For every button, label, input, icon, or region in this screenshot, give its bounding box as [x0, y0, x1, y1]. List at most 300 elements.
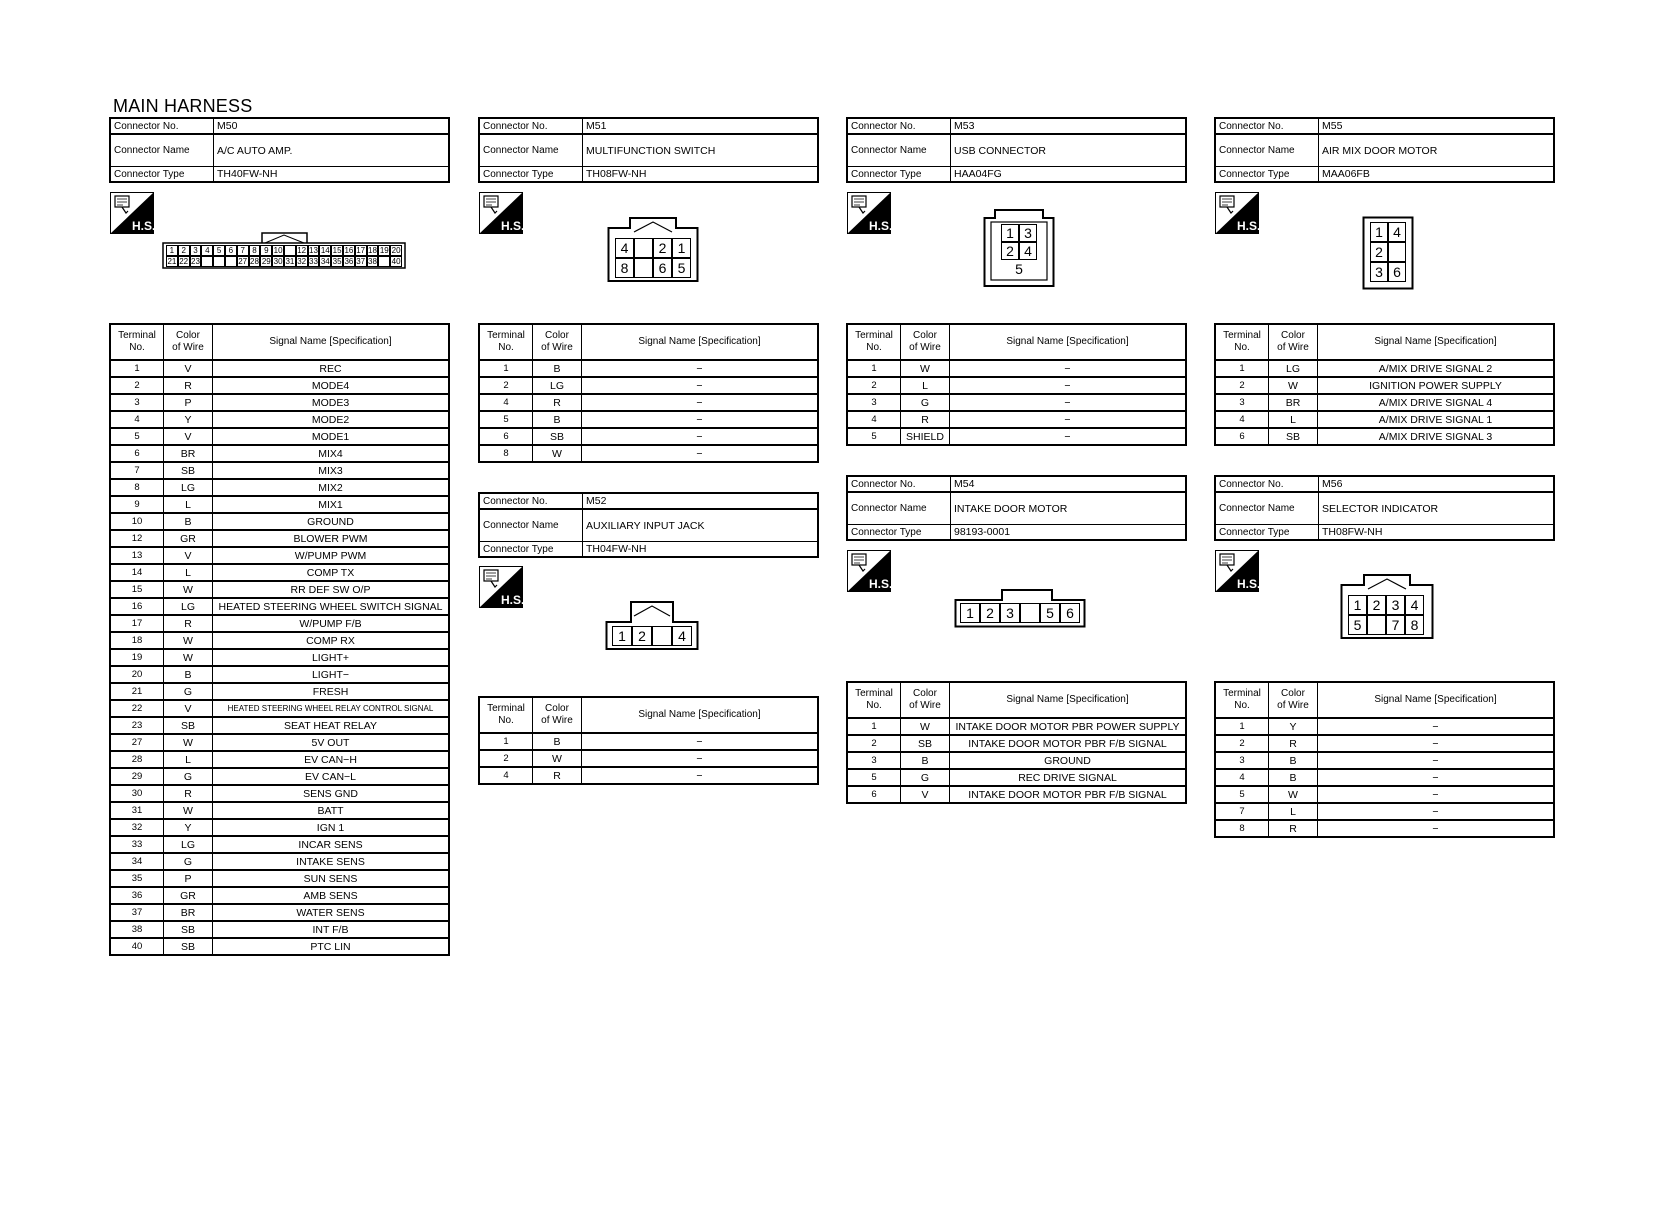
connector-pin: 3	[1019, 224, 1037, 242]
table-header	[479, 324, 818, 360]
terminal-no-cell: 4	[1215, 769, 1269, 786]
connector-name-value: USB CONNECTOR	[951, 134, 1187, 167]
table-row	[1215, 394, 1554, 411]
wire-color-cell: B	[164, 666, 213, 683]
signal-name-cell: −	[950, 360, 1187, 377]
connector-pin: 5	[213, 245, 225, 256]
terminal-no-cell: 19	[110, 649, 164, 666]
table-row	[847, 411, 1186, 428]
table-row	[110, 802, 449, 819]
connector-pin: 20	[391, 245, 401, 255]
wire-color-cell: Y	[164, 819, 213, 836]
connector-pin: 36	[344, 256, 354, 266]
table-row	[110, 836, 449, 853]
table-row	[110, 394, 449, 411]
signal-name-cell: RR DEF SW O/P	[213, 581, 450, 598]
table-row	[110, 479, 449, 496]
table-row	[847, 718, 1186, 735]
terminal-no-cell: 1	[479, 360, 533, 377]
terminal-no-cell: 37	[110, 904, 164, 921]
table-row	[110, 360, 449, 377]
connector-info-m52: Connector No. M52 Connector Name AUXILIARY INPUT JACK Connector Type TH04FW-NH	[478, 492, 819, 558]
signal-name-cell: −	[1318, 803, 1555, 820]
terminal-no-cell: 36	[110, 887, 164, 904]
connector-pin	[225, 256, 237, 267]
signal-name-cell: BLOWER PWM	[213, 530, 450, 547]
terminal-no-cell: 6	[1215, 428, 1269, 445]
connector-pin: 22	[179, 256, 189, 266]
signal-name-cell: MODE4	[213, 377, 450, 394]
wire-color-cell: SB	[164, 921, 213, 938]
connector-pin: 31	[285, 256, 295, 266]
wire-color-cell: Y	[1269, 718, 1318, 735]
connector-pin: 2	[1370, 242, 1388, 262]
signal-table-m52	[478, 696, 819, 785]
wire-color-cell: W	[164, 734, 213, 751]
connector-pin: 2	[632, 626, 652, 646]
signal-name-cell: −	[582, 445, 819, 462]
terminal-no-cell: 5	[847, 428, 901, 445]
wire-color-cell: W	[164, 581, 213, 598]
hs-label: H.S.	[501, 219, 523, 233]
terminal-no-cell: 2	[479, 377, 533, 394]
signal-name-cell: BATT	[213, 802, 450, 819]
wire-color-cell: LG	[164, 479, 213, 496]
signal-name-header: Signal Name [Specification]	[213, 324, 450, 360]
terminal-no-cell: 20	[110, 666, 164, 683]
signal-name-cell: 5V OUT	[213, 734, 450, 751]
terminal-no-cell: 1	[479, 733, 533, 750]
terminal-no-cell: 2	[479, 750, 533, 767]
table-row	[110, 870, 449, 887]
table-row	[110, 938, 449, 955]
wire-color-cell: G	[901, 769, 950, 786]
table-row	[110, 768, 449, 785]
connector-pin: 5	[1348, 615, 1367, 635]
connector-pin: 2	[653, 238, 672, 258]
connector-info-m53: Connector No. M53 Connector Name USB CONNECTOR Connector Type HAA04FG	[846, 117, 1187, 183]
wire-color-cell: V	[164, 360, 213, 377]
harness-side-connector-icon	[479, 566, 523, 608]
signal-name-cell: −	[1318, 769, 1555, 786]
terminal-no-cell: 9	[110, 496, 164, 513]
table-row	[110, 513, 449, 530]
signal-name-cell: A/MIX DRIVE SIGNAL 4	[1318, 394, 1555, 411]
table-header	[1215, 324, 1554, 360]
connector-pin: 6	[1060, 603, 1080, 623]
connector-name-value: A/C AUTO AMP.	[214, 134, 450, 167]
signal-table-m55	[1214, 323, 1555, 446]
wire-color-cell: R	[164, 377, 213, 394]
connector-pin: 34	[320, 256, 330, 266]
table-row	[110, 530, 449, 547]
connector-pin: 5	[1015, 261, 1023, 277]
table-row	[110, 649, 449, 666]
signal-name-cell: HEATED STEERING WHEEL RELAY CONTROL SIGNAL	[213, 700, 450, 717]
table-row	[479, 733, 818, 750]
terminal-no-header: Terminal No.	[847, 324, 901, 360]
terminal-no-cell: 7	[110, 462, 164, 479]
connector-pin	[378, 256, 390, 267]
table-row	[110, 717, 449, 734]
terminal-no-cell: 2	[847, 377, 901, 394]
table-row	[1215, 752, 1554, 769]
table-row	[110, 564, 449, 581]
connector-type-value: TH40FW-NH	[214, 167, 450, 183]
wire-color-cell: B	[533, 411, 582, 428]
connector-no-value: M52	[583, 493, 819, 509]
terminal-no-cell: 5	[847, 769, 901, 786]
signal-name-header: Signal Name [Specification]	[582, 697, 819, 733]
wire-color-cell: BR	[164, 904, 213, 921]
signal-name-cell: INTAKE DOOR MOTOR PBR F/B SIGNAL	[950, 735, 1187, 752]
connector-pin: 14	[320, 245, 330, 255]
connector-no-value: M54	[951, 476, 1187, 492]
table-row	[847, 769, 1186, 786]
wire-color-cell: R	[164, 615, 213, 632]
connector-pin: 7	[1386, 615, 1405, 635]
connector-pin: 21	[167, 256, 177, 266]
connector-pin: 28	[250, 256, 259, 266]
wire-color-cell: B	[1269, 769, 1318, 786]
terminal-no-cell: 3	[110, 394, 164, 411]
table-row	[1215, 360, 1554, 377]
signal-name-cell: −	[582, 411, 819, 428]
signal-name-cell: −	[582, 394, 819, 411]
connector-pin: 16	[344, 245, 354, 255]
table-row	[847, 428, 1186, 445]
color-of-wire-header: Color of Wire	[533, 324, 582, 360]
wire-color-cell: R	[901, 411, 950, 428]
table-row	[110, 615, 449, 632]
connector-pin: 3	[1370, 262, 1388, 282]
table-row	[110, 734, 449, 751]
wire-color-cell: W	[901, 718, 950, 735]
wire-color-cell: LG	[1269, 360, 1318, 377]
wire-color-cell: W	[533, 445, 582, 462]
hs-label: H.S.	[1237, 577, 1259, 591]
connector-pin: 1	[1370, 222, 1388, 242]
table-header	[110, 324, 449, 360]
connector-pin	[1367, 615, 1386, 635]
signal-name-header: Signal Name [Specification]	[1318, 324, 1555, 360]
signal-name-cell: COMP RX	[213, 632, 450, 649]
connector-no-value: M56	[1319, 476, 1555, 492]
connector-type-value: MAA06FB	[1319, 167, 1555, 183]
signal-name-cell: WATER SENS	[213, 904, 450, 921]
hs-label: H.S.	[132, 219, 154, 233]
table-row	[479, 411, 818, 428]
signal-name-cell: EV CAN−H	[213, 751, 450, 768]
signal-name-cell: FRESH	[213, 683, 450, 700]
signal-table-m50	[109, 323, 450, 956]
wire-color-cell: R	[533, 767, 582, 784]
wire-color-cell: GR	[164, 887, 213, 904]
signal-name-cell: GROUND	[213, 513, 450, 530]
table-row	[110, 921, 449, 938]
wire-color-cell: SB	[164, 717, 213, 734]
table-row	[110, 445, 449, 462]
connector-pin: 2	[1367, 595, 1386, 615]
connector-face-m50	[162, 230, 406, 269]
wire-color-cell: L	[164, 751, 213, 768]
terminal-no-cell: 2	[1215, 377, 1269, 394]
terminal-no-cell: 8	[1215, 820, 1269, 837]
wire-color-cell: W	[164, 802, 213, 819]
table-row	[110, 853, 449, 870]
connector-pin: 35	[332, 256, 342, 266]
connector-pin: 1	[166, 245, 178, 256]
signal-table-m51	[478, 323, 819, 463]
connector-pin: 2	[1001, 242, 1019, 260]
table-row	[110, 751, 449, 768]
signal-name-cell: W/PUMP PWM	[213, 547, 450, 564]
wire-color-cell: SHIELD	[901, 428, 950, 445]
wire-color-cell: V	[164, 547, 213, 564]
signal-name-cell: −	[1318, 786, 1555, 803]
connector-pin: 37	[356, 256, 366, 266]
wire-color-cell: W	[901, 360, 950, 377]
table-row	[1215, 428, 1554, 445]
connector-pin: 10	[273, 245, 283, 255]
signal-name-cell: −	[582, 360, 819, 377]
terminal-no-cell: 6	[847, 786, 901, 803]
wire-color-cell: L	[164, 496, 213, 513]
signal-name-cell: INT F/B	[213, 921, 450, 938]
terminal-no-cell: 4	[1215, 411, 1269, 428]
page-title: MAIN HARNESS	[113, 96, 253, 116]
wire-color-cell: SB	[533, 428, 582, 445]
connector-no-value: M51	[583, 118, 819, 134]
terminal-no-cell: 4	[479, 767, 533, 784]
wire-color-cell: W	[164, 632, 213, 649]
connector-pin: 1	[672, 238, 691, 258]
connector-pin: 3	[1386, 595, 1405, 615]
connector-pin: 2	[980, 603, 1000, 623]
connector-name-value: AUXILIARY INPUT JACK	[583, 509, 819, 542]
connector-type-value: TH04FW-NH	[583, 542, 819, 558]
table-row	[479, 377, 818, 394]
wire-color-cell: SB	[164, 938, 213, 955]
connector-pin: 30	[273, 256, 283, 266]
table-header	[847, 682, 1186, 718]
hs-label: H.S.	[501, 593, 523, 607]
connector-type-value: 98193-0001	[951, 525, 1187, 541]
connector-type-value: TH08FW-NH	[583, 167, 819, 183]
terminal-no-cell: 28	[110, 751, 164, 768]
wire-color-cell: G	[164, 683, 213, 700]
wire-color-cell: B	[533, 360, 582, 377]
table-row	[110, 462, 449, 479]
signal-name-header: Signal Name [Specification]	[950, 682, 1187, 718]
connector-pin: 5	[1040, 603, 1060, 623]
connector-face-m56	[1340, 573, 1434, 639]
connector-info-m50: Connector No. M50 Connector Name A/C AUTO AMP. Connector Type TH40FW-NH	[109, 117, 450, 183]
wire-color-cell: B	[164, 513, 213, 530]
connector-pin: 4	[672, 626, 692, 646]
table-row	[110, 785, 449, 802]
table-row	[1215, 411, 1554, 428]
signal-name-cell: PTC LIN	[213, 938, 450, 955]
terminal-no-header: Terminal No.	[110, 324, 164, 360]
signal-name-cell: −	[582, 767, 819, 784]
terminal-no-cell: 40	[110, 938, 164, 955]
signal-name-header: Signal Name [Specification]	[950, 324, 1187, 360]
wire-color-cell: W	[1269, 377, 1318, 394]
table-row	[847, 377, 1186, 394]
table-row	[1215, 769, 1554, 786]
connector-pin: 9	[260, 245, 272, 256]
connector-pin: 23	[191, 256, 200, 266]
wire-color-cell: LG	[164, 598, 213, 615]
signal-name-cell: MIX3	[213, 462, 450, 479]
terminal-no-cell: 27	[110, 734, 164, 751]
signal-name-cell: −	[950, 377, 1187, 394]
wire-color-cell: LG	[164, 836, 213, 853]
signal-name-cell: LIGHT−	[213, 666, 450, 683]
connector-pin: 1	[612, 626, 632, 646]
table-header	[479, 697, 818, 733]
connector-name-value: SELECTOR INDICATOR	[1319, 492, 1555, 525]
terminal-no-cell: 34	[110, 853, 164, 870]
color-of-wire-header: Color of Wire	[901, 324, 950, 360]
terminal-no-cell: 22	[110, 700, 164, 717]
terminal-no-cell: 5	[110, 428, 164, 445]
connector-pin: 6	[1388, 262, 1406, 282]
wire-color-cell: B	[901, 752, 950, 769]
connector-pin: 5	[672, 258, 691, 278]
terminal-no-cell: 3	[1215, 394, 1269, 411]
connector-pin: 8	[615, 258, 634, 278]
signal-name-cell: SEAT HEAT RELAY	[213, 717, 450, 734]
terminal-no-header: Terminal No.	[479, 697, 533, 733]
wire-color-cell: V	[901, 786, 950, 803]
signal-name-cell: REC DRIVE SIGNAL	[950, 769, 1187, 786]
terminal-no-cell: 29	[110, 768, 164, 785]
hs-label: H.S.	[869, 219, 891, 233]
table-row	[1215, 803, 1554, 820]
connector-no-value: M55	[1319, 118, 1555, 134]
connector-pin: 17	[356, 245, 366, 255]
connector-info-m56: Connector No. M56 Connector Name SELECTOR INDICATOR Connector Type TH08FW-NH	[1214, 475, 1555, 541]
terminal-no-cell: 30	[110, 785, 164, 802]
wire-color-cell: R	[1269, 820, 1318, 837]
connector-pin: 27	[238, 256, 248, 266]
terminal-no-cell: 5	[1215, 786, 1269, 803]
connector-info-m51: Connector No. M51 Connector Name MULTIFUNCTION SWITCH Connector Type TH08FW-NH	[478, 117, 819, 183]
wire-color-cell: G	[164, 768, 213, 785]
connector-pin: 12	[297, 245, 307, 255]
signal-name-cell: −	[1318, 752, 1555, 769]
terminal-no-cell: 1	[1215, 718, 1269, 735]
terminal-no-cell: 38	[110, 921, 164, 938]
wire-color-cell: L	[164, 564, 213, 581]
connector-pin: 40	[391, 256, 401, 266]
connector-name-value: AIR MIX DOOR MOTOR	[1319, 134, 1555, 167]
connector-pin: 8	[249, 245, 261, 256]
terminal-no-cell: 16	[110, 598, 164, 615]
signal-name-cell: −	[582, 377, 819, 394]
connector-pin: 1	[960, 603, 980, 623]
signal-name-cell: LIGHT+	[213, 649, 450, 666]
wire-color-cell: BR	[1269, 394, 1318, 411]
connector-pin: 3	[1000, 603, 1020, 623]
signal-name-cell: INTAKE DOOR MOTOR PBR F/B SIGNAL	[950, 786, 1187, 803]
table-row	[110, 411, 449, 428]
connector-no-value: M50	[214, 118, 450, 134]
table-row	[1215, 786, 1554, 803]
signal-table-m53	[846, 323, 1187, 446]
wire-color-cell: V	[164, 700, 213, 717]
signal-name-cell: INTAKE DOOR MOTOR PBR POWER SUPPLY	[950, 718, 1187, 735]
wire-color-cell: B	[1269, 752, 1318, 769]
terminal-no-cell: 6	[110, 445, 164, 462]
signal-name-cell: −	[582, 733, 819, 750]
harness-side-connector-icon	[847, 550, 891, 592]
harness-side-connector-icon	[1215, 192, 1259, 234]
color-of-wire-header: Color of Wire	[533, 697, 582, 733]
wire-color-cell: R	[533, 394, 582, 411]
connector-info-m55: Connector No. M55 Connector Name AIR MIX DOOR MOTOR Connector Type MAA06FB	[1214, 117, 1555, 183]
signal-name-cell: MODE1	[213, 428, 450, 445]
harness-side-connector-icon	[1215, 550, 1259, 592]
signal-name-cell: MIX1	[213, 496, 450, 513]
table-row	[110, 632, 449, 649]
connector-name-value: INTAKE DOOR MOTOR	[951, 492, 1187, 525]
terminal-no-cell: 7	[1215, 803, 1269, 820]
connector-pin: 7	[237, 245, 249, 256]
wire-color-cell: L	[1269, 411, 1318, 428]
harness-side-connector-icon	[847, 192, 891, 234]
terminal-no-cell: 2	[1215, 735, 1269, 752]
terminal-no-cell: 32	[110, 819, 164, 836]
wire-color-cell: W	[1269, 786, 1318, 803]
terminal-no-cell: 15	[110, 581, 164, 598]
connector-pin: 1	[1348, 595, 1367, 615]
terminal-no-header: Terminal No.	[1215, 682, 1269, 718]
terminal-no-cell: 18	[110, 632, 164, 649]
signal-name-cell: −	[1318, 820, 1555, 837]
wire-color-cell: L	[901, 377, 950, 394]
signal-name-cell: INTAKE SENS	[213, 853, 450, 870]
terminal-no-cell: 3	[1215, 752, 1269, 769]
table-row	[1215, 377, 1554, 394]
signal-name-cell: SUN SENS	[213, 870, 450, 887]
wire-color-cell: Y	[164, 411, 213, 428]
terminal-no-cell: 35	[110, 870, 164, 887]
connector-pin: 4	[1405, 595, 1424, 615]
terminal-no-cell: 14	[110, 564, 164, 581]
table-row	[110, 904, 449, 921]
terminal-no-cell: 1	[847, 718, 901, 735]
table-row	[110, 598, 449, 615]
signal-name-cell: −	[950, 394, 1187, 411]
signal-name-cell: AMB SENS	[213, 887, 450, 904]
table-row	[479, 750, 818, 767]
terminal-no-cell: 4	[847, 411, 901, 428]
terminal-no-header: Terminal No.	[479, 324, 533, 360]
harness-side-connector-icon	[110, 192, 154, 234]
terminal-no-cell: 13	[110, 547, 164, 564]
wire-color-cell: R	[1269, 735, 1318, 752]
wire-color-cell: L	[1269, 803, 1318, 820]
wire-color-cell: W	[533, 750, 582, 767]
connector-pin: 6	[225, 245, 237, 256]
terminal-no-cell: 1	[1215, 360, 1269, 377]
wire-color-cell: V	[164, 428, 213, 445]
wire-color-cell: SB	[164, 462, 213, 479]
table-row	[110, 700, 449, 717]
